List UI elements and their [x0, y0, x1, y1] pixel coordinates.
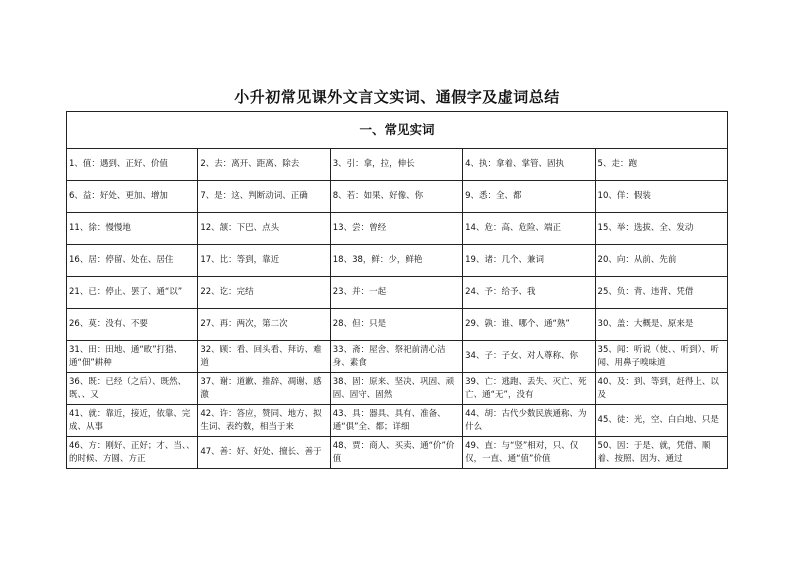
word-entry-cell: 37、谢：道歉、推辞、凋谢、感激 [198, 373, 330, 405]
word-entry-cell: 50、因：于是、就，凭借、顺着、按照、因为、通过 [595, 437, 727, 469]
word-entry-cell: 1、值：遇到、正好、价值 [67, 149, 198, 181]
word-entry-cell: 31、田：田地、通“畋”打猎、通“佃”耕种 [67, 341, 198, 373]
word-entry-cell: 33、斋：屋舍、祭祀前清心洁身、素食 [330, 341, 462, 373]
word-entry-cell: 45、徒：光，空、白白地、只是 [595, 405, 727, 437]
word-entry-cell: 21、已：停止、罢了、通“以” [67, 277, 198, 309]
word-entry-cell: 7、是：这、判断动词、正确 [198, 181, 330, 213]
word-entry-cell: 11、徐：慢慢地 [67, 213, 198, 245]
table-row [67, 405, 728, 437]
table-row [67, 277, 728, 309]
word-entry-cell: 36、既：已经（之后）、既然、既、、又 [67, 373, 198, 405]
word-entry-cell: 34、子：子女、对人尊称、你 [463, 341, 595, 373]
table-row [67, 149, 728, 181]
vocabulary-table [66, 111, 728, 469]
word-entry-cell: 20、向：从前、先前 [595, 245, 727, 277]
word-entry-cell: 12、颔：下巴、点头 [198, 213, 330, 245]
word-entry-cell: 8、若：如果、好像、你 [330, 181, 462, 213]
word-entry-cell: 39、亡：逃跑、丢失、灭亡、死亡、通“无”，没有 [463, 373, 595, 405]
table-row [67, 213, 728, 245]
document-title: 小升初常见课外文言文实词、通假字及虚词总结 [234, 88, 560, 106]
word-entry-cell: 6、益：好处、更加、增加 [67, 181, 198, 213]
table-row [67, 181, 728, 213]
word-entry-cell: 32、顾：看、回头看、拜访、难道 [198, 341, 330, 373]
word-entry-cell: 19、诸：几个、兼词 [463, 245, 595, 277]
word-entry-cell: 4、执：拿着、掌管、固执 [463, 149, 595, 181]
word-entry-cell: 22、讫：完结 [198, 277, 330, 309]
word-entry-cell: 49、直：与“竖”相对，只、仅仅，一直、通“值”价值 [463, 437, 595, 469]
word-entry-cell: 25、负：背、违背、凭借 [595, 277, 727, 309]
word-entry-cell: 10、佯：假装 [595, 181, 727, 213]
word-entry-cell: 2、去：离开、距离、除去 [198, 149, 330, 181]
word-entry-cell: 24、予：给予、我 [463, 277, 595, 309]
word-entry-cell: 15、举：选拔、全、发动 [595, 213, 727, 245]
word-entry-cell: 3、引：拿，拉，伸长 [330, 149, 462, 181]
word-entry-cell: 41、就：靠近，接近，依靠、完成、从事 [67, 405, 198, 437]
table-row [67, 341, 728, 373]
word-entry-cell: 46、方：刚好、正好；才、当、、的时候、方圆、方正 [67, 437, 198, 469]
word-entry-cell: 42、许：答应，赞同、地方、拟生词、表约数，相当于来 [198, 405, 330, 437]
table-row [67, 373, 728, 405]
section-header-row [67, 112, 728, 149]
word-entry-cell: 5、走：跑 [595, 149, 727, 181]
word-entry-cell: 18、38，鲜：少，鲜艳 [330, 245, 462, 277]
word-entry-cell: 40、及：到、等到，赶得上、以及 [595, 373, 727, 405]
word-entry-cell: 27、再：两次，第二次 [198, 309, 330, 341]
word-entry-cell: 26、莫：没有、不要 [67, 309, 198, 341]
word-entry-cell: 35、闻：听说（使、、听到）、听闻、用鼻子嗅味道 [595, 341, 727, 373]
word-entry-cell: 17、比：等到，靠近 [198, 245, 330, 277]
word-entry-cell: 47、善：好、好处、擅长、善于 [198, 437, 330, 469]
word-entry-cell: 13、尝：曾经 [330, 213, 462, 245]
word-entry-cell: 29、孰：谁、哪个、通“熟” [463, 309, 595, 341]
section-heading: 一、常见实词 [67, 112, 728, 149]
word-entry-cell: 16、居：停留、处在、居住 [67, 245, 198, 277]
word-entry-cell: 28、但：只是 [330, 309, 462, 341]
word-entry-cell: 38、固：原来、坚决、巩固、顽固、固守、固然 [330, 373, 462, 405]
word-entry-cell: 30、盖：大概是、原来是 [595, 309, 727, 341]
word-entry-cell: 9、悉：全、都 [463, 181, 595, 213]
word-entry-cell: 43、具：器具、具有、准备、通“俱”全、都；详细 [330, 405, 462, 437]
word-entry-cell: 14、危：高、危险、端正 [463, 213, 595, 245]
table-row [67, 437, 728, 469]
word-entry-cell: 48、贾：商人、买卖、通“价”价值 [330, 437, 462, 469]
table-row [67, 245, 728, 277]
table-row [67, 309, 728, 341]
word-entry-cell: 44、胡：古代少数民族通称、为什么 [463, 405, 595, 437]
word-entry-cell: 23、并：一起 [330, 277, 462, 309]
